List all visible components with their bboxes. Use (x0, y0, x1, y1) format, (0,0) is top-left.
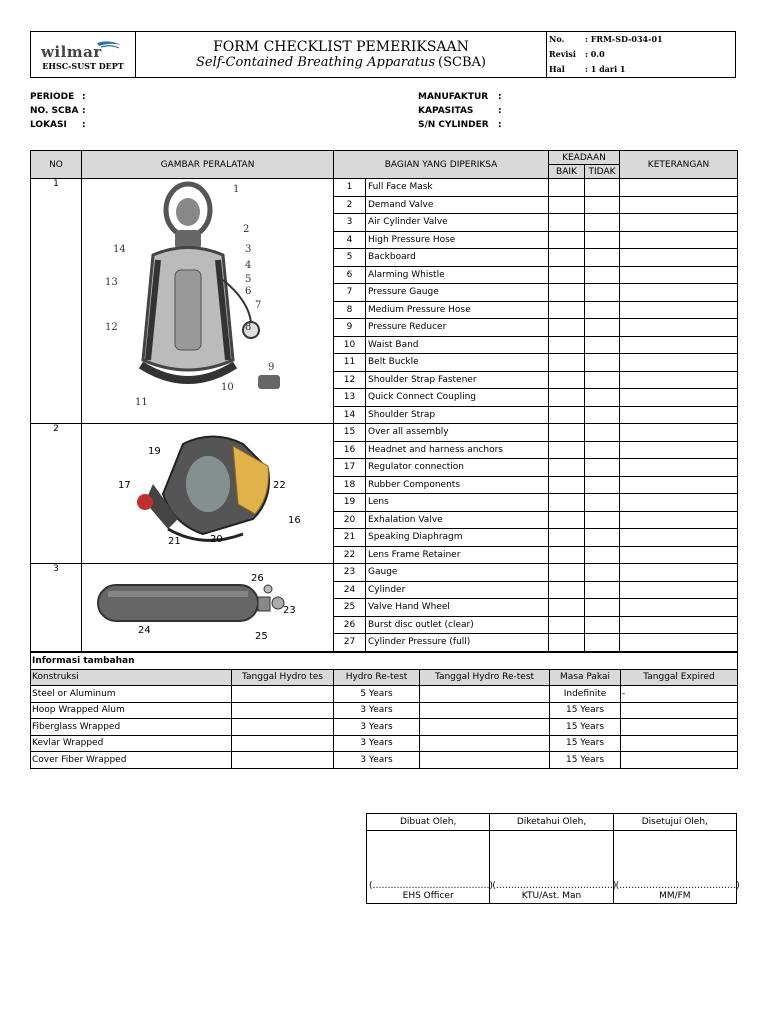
item-number: 16 (334, 441, 366, 459)
meta-hal: Hal : 1 dari 1 (549, 64, 626, 74)
item-number: 23 (334, 564, 366, 582)
item-name: Medium Pressure Hose (366, 301, 549, 319)
konstruksi-cell: Cover Fiber Wrapped (31, 752, 232, 769)
keterangan-cell[interactable] (620, 529, 738, 547)
item-number: 1 (334, 179, 366, 197)
tidak-cell[interactable] (585, 406, 620, 424)
hydro-retest-cell: 3 Years (334, 719, 420, 736)
field-kapasitas: KAPASITAS : (418, 106, 502, 116)
baik-cell[interactable] (549, 529, 585, 547)
equipment-picture (82, 564, 334, 652)
item-name: Alarming Whistle (366, 266, 549, 284)
sig-role: EHS Officer (402, 891, 454, 901)
item-name: Shoulder Strap (366, 406, 549, 424)
baik-cell[interactable] (549, 336, 585, 354)
item-name: Regulator connection (366, 459, 549, 477)
item-name: Quick Connect Coupling (366, 389, 549, 407)
tanggal-expired-cell: - (621, 686, 738, 703)
callout-label: 1 (232, 183, 239, 195)
item-number: 13 (334, 389, 366, 407)
tanggal-retest-cell[interactable] (420, 752, 550, 769)
baik-cell[interactable] (549, 546, 585, 564)
callout-label: 24 (137, 624, 151, 636)
item-name: Backboard (366, 249, 549, 267)
tidak-cell[interactable] (585, 231, 620, 249)
callout-label: 23 (282, 604, 296, 616)
hydro-retest-cell: 3 Years (334, 702, 420, 719)
baik-cell[interactable] (549, 511, 585, 529)
checklist-row (31, 424, 738, 442)
item-number: 7 (334, 284, 366, 302)
group-no: 2 (31, 424, 82, 564)
item-name: Demand Valve (366, 196, 549, 214)
sig-line: (…………………………………) (492, 881, 617, 891)
callout-label: 21 (167, 536, 181, 547)
item-number: 15 (334, 424, 366, 442)
form-title: FORM CHECKLIST PEMERIKSAAN (213, 39, 469, 55)
callout-label: 6 (244, 285, 251, 297)
item-number: 9 (334, 319, 366, 337)
sig-role: MM/FM (659, 891, 691, 901)
meta-revisi: Revisi : 0.0 (549, 49, 605, 59)
logo-text: wilmar (41, 42, 102, 61)
department: EHSC-SUST DEPT (42, 60, 124, 71)
item-name: Lens (366, 494, 549, 512)
checklist-table (30, 150, 738, 652)
keterangan-cell[interactable] (620, 441, 738, 459)
group-no: 1 (31, 179, 82, 424)
item-name: Burst disc outlet (clear) (366, 616, 549, 634)
tanggal-retest-cell[interactable] (420, 702, 550, 719)
baik-cell[interactable] (549, 266, 585, 284)
tanggal-retest-cell[interactable] (420, 719, 550, 736)
field-lokasi: LOKASI : (30, 120, 86, 130)
keterangan-cell[interactable] (620, 476, 738, 494)
baik-cell[interactable] (549, 494, 585, 512)
callout-label: 17 (117, 480, 131, 491)
field-sn-cylinder: S/N CYLINDER : (418, 120, 502, 130)
face-mask-image (83, 424, 333, 560)
item-number: 25 (334, 599, 366, 617)
tidak-cell[interactable] (585, 336, 620, 354)
info-right (418, 92, 502, 134)
item-number: 11 (334, 354, 366, 372)
additional-row (31, 702, 738, 719)
sig-title-dibuat: Dibuat Oleh, (367, 814, 490, 831)
callout-label: 8 (244, 321, 251, 333)
tidak-cell[interactable] (585, 354, 620, 372)
info-left (30, 92, 86, 134)
form-subtitle-italic: Self-Contained Breathing Apparatus (196, 55, 436, 70)
callout-label: 13 (104, 276, 118, 288)
item-number: 18 (334, 476, 366, 494)
keterangan-cell[interactable] (620, 196, 738, 214)
checklist-row (31, 564, 738, 582)
callout-label: 26 (250, 572, 264, 584)
baik-cell[interactable] (549, 616, 585, 634)
item-name: Pressure Reducer (366, 319, 549, 337)
sig-box-diketahui[interactable] (490, 831, 617, 904)
tidak-cell[interactable] (585, 459, 620, 477)
hdr-masa-pakai: Masa Pakai (550, 669, 621, 686)
konstruksi-cell: Steel or Aluminum (31, 686, 232, 703)
hdr-konstruksi: Konstruksi (31, 669, 232, 686)
item-number: 8 (334, 301, 366, 319)
tanggal-hydro-cell[interactable] (232, 686, 334, 703)
keterangan-cell[interactable] (620, 354, 738, 372)
tidak-cell[interactable] (585, 511, 620, 529)
tidak-cell[interactable] (585, 599, 620, 617)
item-name: Belt Buckle (366, 354, 549, 372)
item-number: 5 (334, 249, 366, 267)
keterangan-cell[interactable] (620, 616, 738, 634)
konstruksi-cell: Hoop Wrapped Alum (31, 702, 232, 719)
item-number: 26 (334, 616, 366, 634)
baik-cell[interactable] (549, 179, 585, 197)
equipment-picture (82, 179, 334, 424)
callout-label: 19 (147, 446, 161, 457)
masa-pakai-cell: Indefinite (550, 686, 621, 703)
tanggal-hydro-cell[interactable] (232, 719, 334, 736)
tidak-cell[interactable] (585, 266, 620, 284)
sig-role: KTU/Ast. Man (521, 891, 582, 901)
keterangan-cell[interactable] (620, 319, 738, 337)
hydro-retest-cell: 3 Years (334, 735, 420, 752)
baik-cell[interactable] (549, 249, 585, 267)
field-periode: PERIODE : (30, 92, 86, 102)
konstruksi-cell: Fiberglass Wrapped (31, 719, 232, 736)
baik-cell[interactable] (549, 354, 585, 372)
baik-cell[interactable] (549, 196, 585, 214)
item-number: 19 (334, 494, 366, 512)
masa-pakai-cell: 15 Years (550, 735, 621, 752)
keterangan-cell[interactable] (620, 266, 738, 284)
hdr-hydro-retest: Hydro Re-test (334, 669, 420, 686)
tanggal-retest-cell[interactable] (420, 735, 550, 752)
additional-row (31, 752, 738, 769)
hdr-tanggal-hydro: Tanggal Hydro tes (232, 669, 334, 686)
masa-pakai-cell: 15 Years (550, 702, 621, 719)
tidak-cell[interactable] (585, 564, 620, 582)
callout-label: 16 (287, 515, 301, 526)
item-name: Speaking Diaphragm (366, 529, 549, 547)
baik-cell[interactable] (549, 476, 585, 494)
konstruksi-cell: Kevlar Wrapped (31, 735, 232, 752)
item-name: Headnet and harness anchors (366, 441, 549, 459)
tanggal-expired-cell (621, 702, 738, 719)
keterangan-cell[interactable] (620, 511, 738, 529)
keterangan-cell[interactable] (620, 249, 738, 267)
baik-cell[interactable] (549, 284, 585, 302)
tanggal-retest-cell[interactable] (420, 686, 550, 703)
sig-title-diketahui: Diketahui Oleh, (490, 814, 613, 831)
callout-label: 9 (267, 361, 274, 373)
keterangan-cell[interactable] (620, 336, 738, 354)
additional-row (31, 686, 738, 703)
callout-label: 3 (244, 243, 251, 255)
baik-cell[interactable] (549, 214, 585, 232)
tidak-cell[interactable] (585, 424, 620, 442)
tidak-cell[interactable] (585, 616, 620, 634)
baik-cell[interactable] (549, 389, 585, 407)
baik-cell[interactable] (549, 301, 585, 319)
sig-line: (…………………………………) (615, 881, 740, 891)
tidak-cell[interactable] (585, 249, 620, 267)
sig-box-disetujui[interactable] (613, 831, 740, 904)
keterangan-cell[interactable] (620, 546, 738, 564)
tanggal-expired-cell (621, 735, 738, 752)
tidak-cell[interactable] (585, 214, 620, 232)
keterangan-cell[interactable] (620, 424, 738, 442)
cylinder-image (83, 565, 333, 647)
item-name: High Pressure Hose (366, 231, 549, 249)
item-name: Full Face Mask (366, 179, 549, 197)
item-name: Gauge (366, 564, 549, 582)
baik-cell[interactable] (549, 564, 585, 582)
tidak-cell[interactable] (585, 529, 620, 547)
keterangan-cell[interactable] (620, 179, 738, 197)
tidak-cell[interactable] (585, 319, 620, 337)
tidak-cell[interactable] (585, 494, 620, 512)
item-name: Exhalation Valve (366, 511, 549, 529)
keterangan-cell[interactable] (620, 389, 738, 407)
item-number: 3 (334, 214, 366, 232)
additional-title: Informasi tambahan (31, 653, 738, 670)
sig-box-dibuat[interactable] (367, 831, 494, 904)
callout-label: 22 (272, 480, 286, 491)
masa-pakai-cell: 15 Years (550, 719, 621, 736)
item-number: 14 (334, 406, 366, 424)
item-name: Valve Hand Wheel (366, 599, 549, 617)
sig-line: (…………………………………) (369, 881, 494, 891)
item-number: 12 (334, 371, 366, 389)
item-name: Rubber Components (366, 476, 549, 494)
baik-cell[interactable] (549, 319, 585, 337)
callout-label: 14 (112, 243, 126, 255)
tanggal-hydro-cell[interactable] (232, 702, 334, 719)
col-baik: BAIK (549, 165, 585, 179)
tidak-cell[interactable] (585, 371, 620, 389)
item-number: 22 (334, 546, 366, 564)
tidak-cell[interactable] (585, 546, 620, 564)
logo-cell (31, 32, 136, 78)
checklist-row (31, 179, 738, 197)
item-name: Air Cylinder Valve (366, 214, 549, 232)
additional-info-table (30, 652, 738, 769)
field-no-scba: NO. SCBA : (30, 106, 86, 116)
baik-cell[interactable] (549, 581, 585, 599)
hdr-tanggal-expired: Tanggal Expired (621, 669, 738, 686)
tidak-cell[interactable] (585, 581, 620, 599)
item-number: 2 (334, 196, 366, 214)
item-number: 24 (334, 581, 366, 599)
item-number: 10 (334, 336, 366, 354)
signature-table (366, 813, 740, 904)
hydro-retest-cell: 3 Years (334, 752, 420, 769)
form-header (30, 31, 736, 78)
additional-row (31, 735, 738, 752)
item-name: Pressure Gauge (366, 284, 549, 302)
keterangan-cell[interactable] (620, 231, 738, 249)
baik-cell[interactable] (549, 634, 585, 652)
group-no: 3 (31, 564, 82, 652)
callout-label: 10 (220, 381, 234, 393)
field-manufaktur: MANUFAKTUR : (418, 92, 502, 102)
tanggal-expired-cell (621, 752, 738, 769)
meta-no: No. : FRM-SD-034-01 (549, 34, 663, 44)
col-no: NO (31, 151, 82, 179)
tidak-cell[interactable] (585, 284, 620, 302)
equipment-picture (82, 424, 334, 564)
baik-cell[interactable] (549, 406, 585, 424)
sig-title-disetujui: Disetujui Oleh, (613, 814, 736, 831)
hydro-retest-cell: 5 Years (334, 686, 420, 703)
callout-label: 7 (254, 299, 261, 311)
col-keadaan: KEADAAN (549, 151, 620, 165)
form-subtitle-plain: (SCBA) (438, 55, 486, 70)
tidak-cell[interactable] (585, 179, 620, 197)
baik-cell[interactable] (549, 441, 585, 459)
item-name: Cylinder Pressure (full) (366, 634, 549, 652)
tanggal-hydro-cell[interactable] (232, 735, 334, 752)
callout-label: 2 (242, 223, 249, 235)
keterangan-cell[interactable] (620, 634, 738, 652)
keterangan-cell[interactable] (620, 564, 738, 582)
additional-row (31, 719, 738, 736)
keterangan-cell[interactable] (620, 494, 738, 512)
keterangan-cell[interactable] (620, 284, 738, 302)
item-name: Waist Band (366, 336, 549, 354)
title-cell (136, 32, 547, 78)
keterangan-cell[interactable] (620, 301, 738, 319)
callout-label: 4 (244, 259, 251, 271)
item-number: 20 (334, 511, 366, 529)
item-name: Lens Frame Retainer (366, 546, 549, 564)
baik-cell[interactable] (549, 599, 585, 617)
masa-pakai-cell: 15 Years (550, 752, 621, 769)
meta-cell (547, 32, 736, 78)
col-keterangan: KETERANGAN (620, 151, 738, 179)
tidak-cell[interactable] (585, 441, 620, 459)
tidak-cell[interactable] (585, 476, 620, 494)
callout-label: 20 (209, 534, 223, 545)
tanggal-hydro-cell[interactable] (232, 752, 334, 769)
baik-cell[interactable] (549, 459, 585, 477)
baik-cell[interactable] (549, 231, 585, 249)
col-gambar: GAMBAR PERALATAN (82, 151, 334, 179)
keterangan-cell[interactable] (620, 214, 738, 232)
callout-label: 11 (134, 396, 148, 408)
col-bagian: BAGIAN YANG DIPERIKSA (334, 151, 549, 179)
item-number: 17 (334, 459, 366, 477)
tidak-cell[interactable] (585, 389, 620, 407)
callout-label: 5 (244, 273, 251, 285)
keterangan-cell[interactable] (620, 406, 738, 424)
callout-label: 12 (104, 321, 118, 333)
col-tidak: TIDAK (585, 165, 620, 179)
tanggal-expired-cell (621, 719, 738, 736)
keterangan-cell[interactable] (620, 581, 738, 599)
item-name: Shoulder Strap Fastener (366, 371, 549, 389)
callout-label: 25 (254, 630, 268, 642)
tidak-cell[interactable] (585, 196, 620, 214)
additional-header-row (31, 669, 738, 686)
hdr-tanggal-retest: Tanggal Hydro Re-test (420, 669, 550, 686)
baik-cell[interactable] (549, 424, 585, 442)
keterangan-cell[interactable] (620, 459, 738, 477)
tidak-cell[interactable] (585, 634, 620, 652)
baik-cell[interactable] (549, 371, 585, 389)
scba-harness-image (83, 180, 333, 420)
item-name: Cylinder (366, 581, 549, 599)
item-name: Over all assembly (366, 424, 549, 442)
item-number: 6 (334, 266, 366, 284)
item-number: 27 (334, 634, 366, 652)
keterangan-cell[interactable] (620, 599, 738, 617)
item-number: 4 (334, 231, 366, 249)
item-number: 21 (334, 529, 366, 547)
keterangan-cell[interactable] (620, 371, 738, 389)
tidak-cell[interactable] (585, 301, 620, 319)
